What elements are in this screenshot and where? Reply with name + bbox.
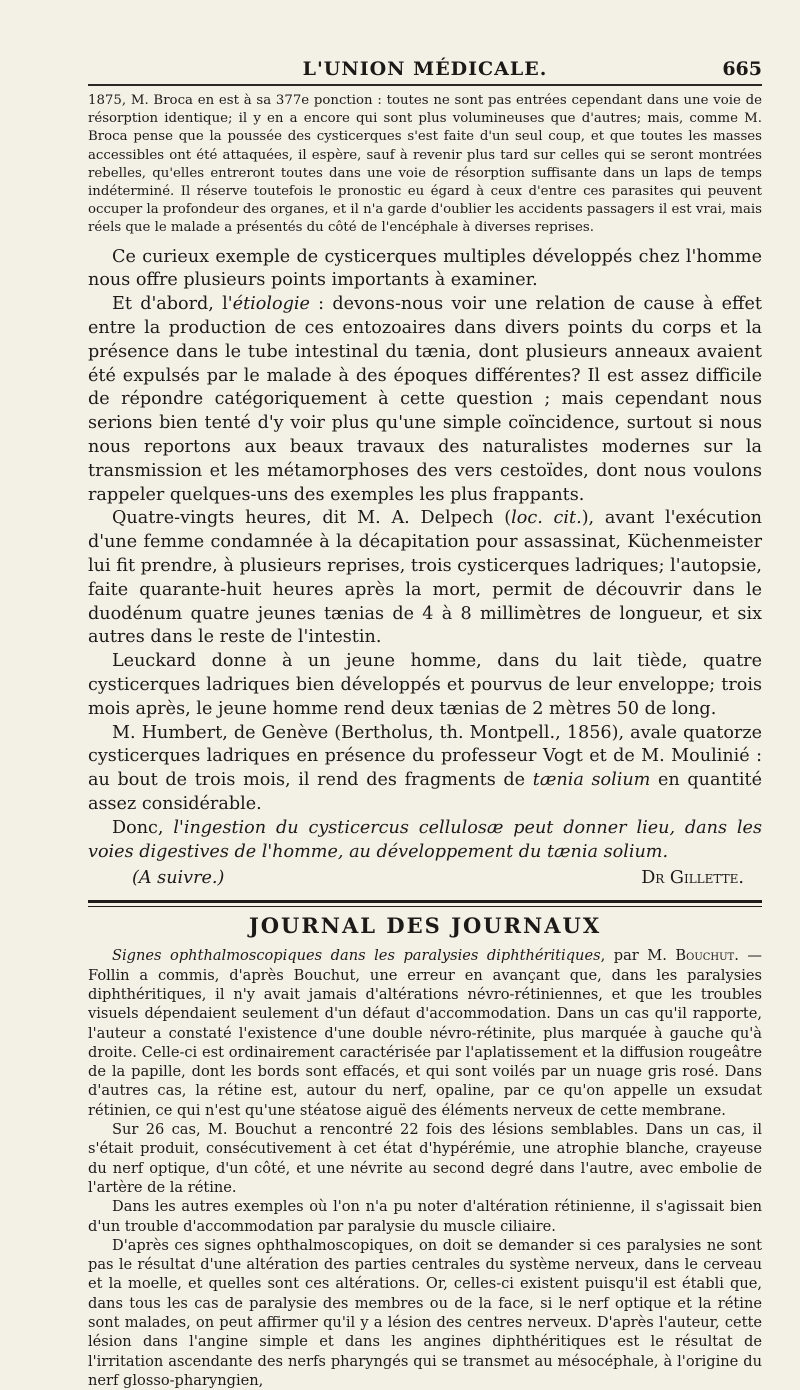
journal-paragraph-1-by: , par M.: [600, 947, 676, 965]
header-rule: [88, 84, 762, 86]
journal-paragraph-4: D'après ces signes ophthalmoscopiques, on doit se demander si ces paralysies ne sont pas le résultat d'une altération des parties centrales du système nerveux, dans le cerveau et la moelle, et quelles sont ces altérations. Or, celles-ci existent puisqu'il est établi que, dans tous les cas de paralysie des membres ou de la face, si le nerf optique et la rétine sont malades, on peut affirmer qu'il y a lésion des centres nerveux. D'après l'auteur, cette lésion dans l'angine simple et dans les angines diphthéritiques est le résultat de l'irritation ascendante des nerfs pharyngés qui se transmet au mésocéphale, à l'origine du nerf glosso-pharyngien,: [88, 1236, 762, 1389]
article-paragraph-2: Ce curieux exemple de cysticerques multiples développés chez l'homme nous offre plusieurs points importants à examiner.: [88, 246, 762, 291]
article-paragraph-6: [88, 722, 762, 817]
article-signoff: [88, 866, 762, 890]
page-number: 665: [722, 58, 762, 80]
to-be-continued: (A suivre.): [132, 868, 225, 889]
article-paragraph-3-start: Et d'abord, l': [112, 294, 233, 315]
article-paragraph-3: [88, 293, 762, 507]
journal-paragraph-1: [88, 946, 762, 1120]
article-paragraph-1: 1875, M. Broca en est à sa 377e ponction : toutes ne sont pas entrées cependant dans une voie de résorption identique; il y en a encore qui sont plus volumineuses que d'autres; mais, comme M. Broca pense que la poussée des cysticerques s'est faite d'un seul coup, et que toutes les masses accessibles ont été attaquées, il espère, sauf à revenir plus tard sur celles qui se seront montrées rebelles, qu'elles entreront toutes dans une voie de résorption suffisante dans un laps de temps indéterminé. Il réserve toutefois le pronostic eu égard à ceux d'entre ces parasites qui peuvent occuper la profondeur des organes, et il n'a garde d'oublier les accidents passagers il est vrai, mais réels que le malade a présentés du côté de l'encéphale à diverses reprises.: [88, 93, 762, 236]
running-head: [88, 54, 762, 84]
article-paragraph-4-rest: ), avant l'exécution d'une femme condamnée à la décapitation pour assassinat, Küchenmeister lui fit prendre, à plusieurs reprises, trois cysticerques ladriques; l'autopsie, faite quarante-huit heures après la mort, permit de découvrir dans le duodénum quatre jeunes tænias de 4 à 8 millimètres de longueur, et six autres dans le reste de l'intestin.: [88, 508, 762, 648]
etiologie-term: étiologie: [232, 294, 310, 315]
taenia-solium-term: tænia solium: [532, 770, 651, 791]
article-paragraph-7-start: Donc,: [112, 817, 174, 838]
article-paragraph-4-start: Quatre-vingts heures, dit M. A. Delpech (: [112, 508, 512, 529]
article-paragraph-3-rest: : devons-nous voir une relation de cause à effet entre la production de ces entozoaires dans divers points du corps et la présence dans le tube intestinal du tænia, dont plusieurs anneaux avaient été expulsés par le malade à des époques différentes? Il est assez difficile de répondre catégoriquement à cette question ; mais cependant nous serions bien tenté d'y voir plus qu'une simple coïncidence, surtout si nous nous reportons aux beaux travaux des naturalistes modernes sur la transmission et les métamorphoses des vers cestoïdes, dont nous voulons rappeler quelques-uns des exemples les plus frappants.: [88, 294, 762, 505]
running-title: L'UNION MÉDICALE.: [302, 58, 548, 80]
section-divider: [88, 900, 762, 907]
article-paragraph-6-start: M. Humbert, de Genève (Bertholus, th. Montpell., 1856), avale quatorze cysticerques ladriques en présence du professeur Vogt et de M. Moulinié : au bout de trois mois, il rend des fragments de: [88, 722, 762, 791]
loc-cit-term: loc. cit.: [511, 508, 582, 529]
article-paragraph-5: Leuckard donne à un jeune homme, dans du lait tiède, quatre cysticerques ladriques bien développés et pourvus de leur enveloppe; trois mois après, le jeune homme rend deux tænias de 2 mètres 50 de long.: [88, 651, 762, 719]
journal-article-title: Signes ophthalmoscopiques dans les paralysies diphthéritiques: [112, 947, 601, 965]
journal-paragraph-3: Dans les autres exemples où l'on n'a pu noter d'altération rétinienne, il s'agissait bien d'un trouble d'accommodation par paralysie du muscle ciliaire.: [88, 1198, 762, 1235]
author-signature: Dr Gillette.: [641, 868, 744, 889]
journal-author: Bouchut: [675, 947, 735, 965]
article-paragraph-7: [88, 817, 762, 865]
conclusion-statement: l'ingestion du cysticercus cellulosæ peut donner lieu, dans les voies digestives de l'homme, au développement du tænia solium.: [88, 817, 762, 862]
section-heading: JOURNAL DES JOURNAUX: [248, 913, 602, 939]
article-paragraph-6-rest: en quantité assez considérable.: [88, 770, 762, 814]
article-paragraph-4: [88, 507, 762, 650]
journal-paragraph-2: Sur 26 cas, M. Bouchut a rencontré 22 fois des lésions semblables. Dans un cas, il s'était produit, consécutivement à cet état d'hypérémie, une atrophie blanche, crayeuse du nerf optique, d'un côté, et une névrite au second degré dans l'autre, avec embolie de l'artère de la rétine.: [88, 1121, 762, 1196]
journal-paragraph-1-rest: . — Follin a commis, d'après Bouchut, une erreur en avançant que, dans les paralysies diphthéritiques, il n'y avait jamais d'altérations névro-rétiniennes, et que les troubles visuels dépendaient seulement d'un défaut d'accommodation. Dans un cas qu'il rapporte, l'auteur a constaté l'existence d'une double névro-rétinite, plus marquée à gauche qu'à droite. Celle-ci est ordinairement caractérisée par l'aplatissement et la diffusion rougeâtre de la papille, dont les bords sont effacés, et qui sont voilés par un nuage gris rosé. Dans d'autres cas, la rétine est, autour du nerf, opaline, par ce qu'on appelle un exsudat rétinien, ce qui n'est qu'une stéatose aiguë des éléments nerveux de cette membrane.: [88, 947, 762, 1119]
